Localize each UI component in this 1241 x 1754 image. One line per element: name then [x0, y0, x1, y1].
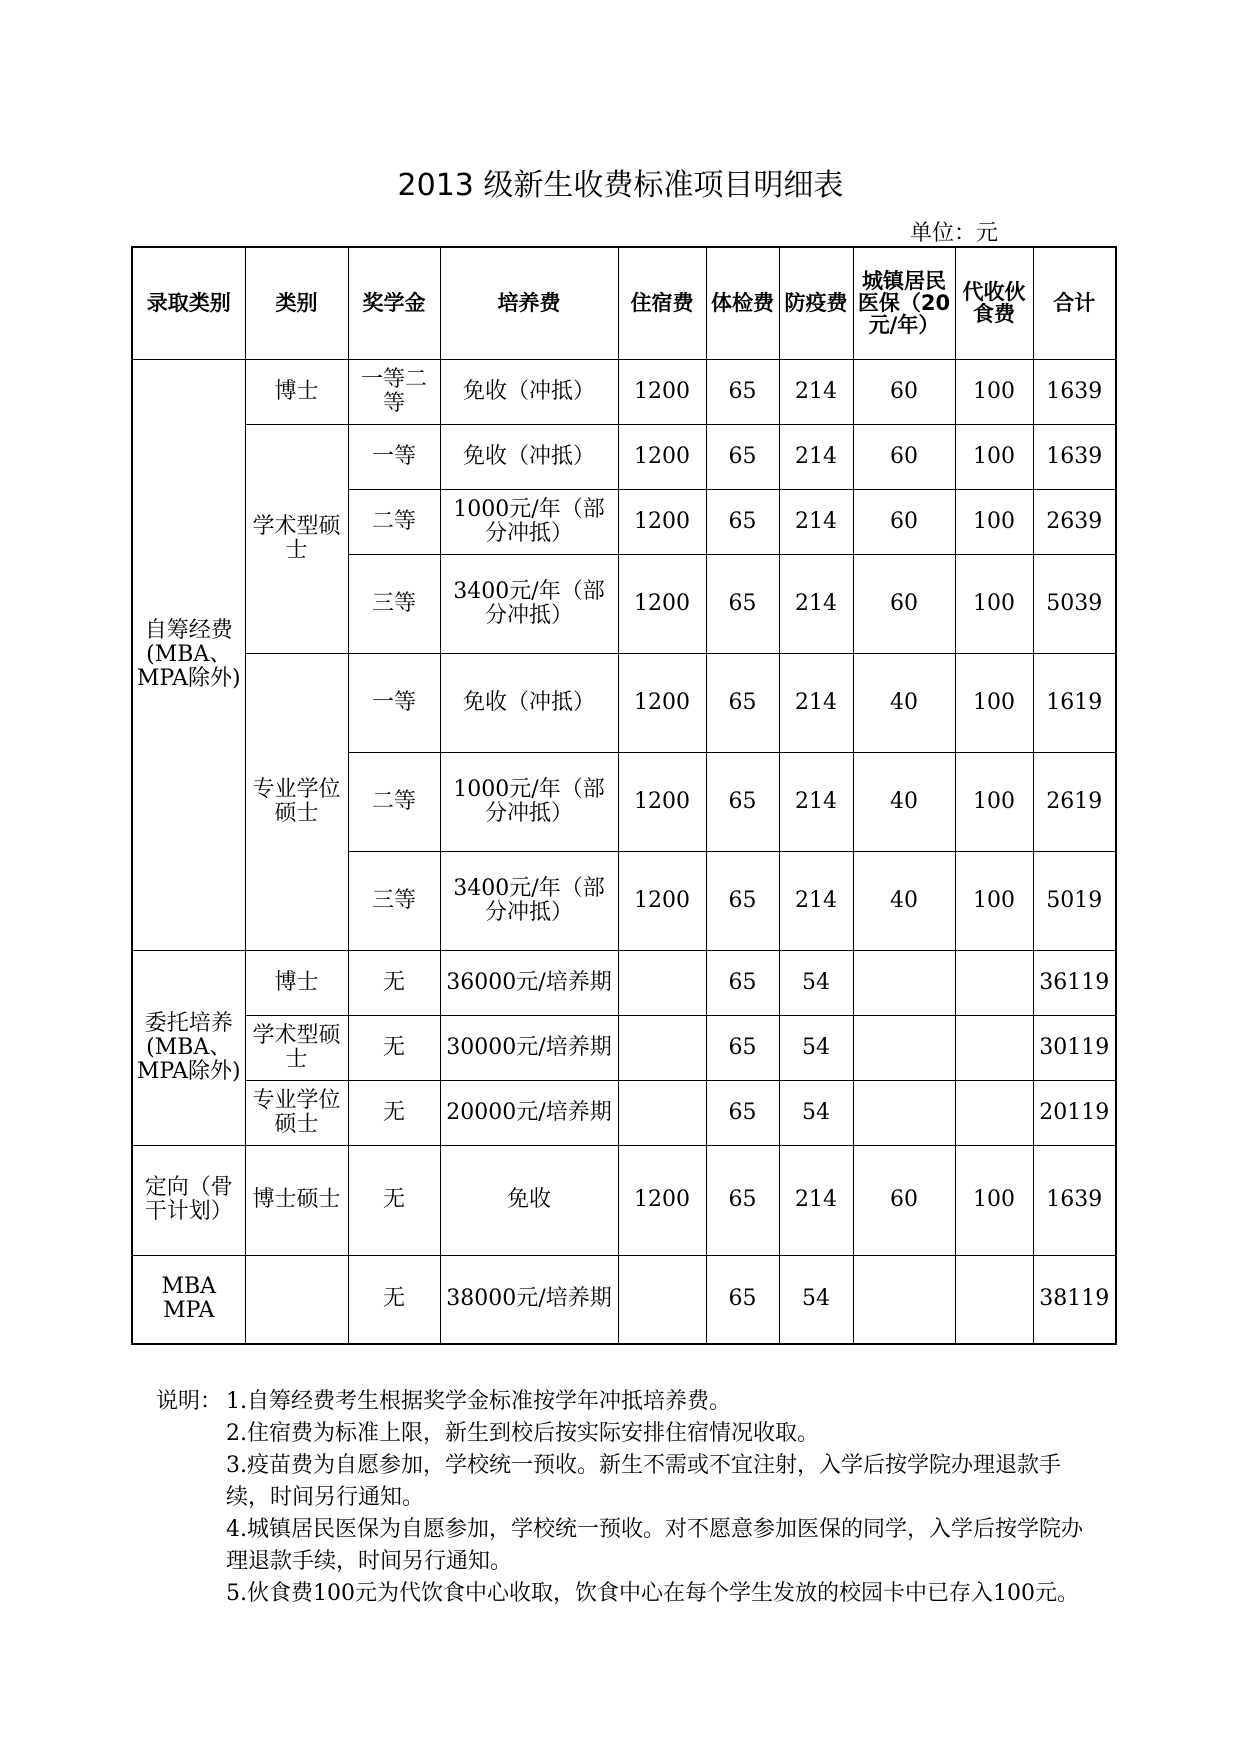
table-cell: 60 [853, 554, 955, 653]
table-cell: 1000元/年（部分冲抵） [440, 489, 618, 554]
table-row [132, 359, 1116, 424]
table-cell: 三等 [348, 851, 440, 950]
table-cell: 65 [706, 1145, 779, 1255]
subgroup-cell [245, 1255, 348, 1344]
note-text: 4.城镇居民医保为自愿参加，学校统一预收。对不愿意参加医保的同学，入学后按学院办理退款手续，时间另行通知。 [226, 1517, 1083, 1574]
table-cell: 1200 [618, 752, 706, 851]
table-cell: 60 [853, 424, 955, 489]
subgroup-cell: 专业学位硕士 [245, 1080, 348, 1145]
table-cell: 二等 [348, 752, 440, 851]
table-cell [618, 950, 706, 1015]
subgroup-cell: 博士硕士 [245, 1145, 348, 1255]
unit-label: 单位：元 [910, 221, 999, 246]
fee-table [131, 246, 1117, 1345]
table-cell: 1200 [618, 424, 706, 489]
table-cell [955, 1255, 1033, 1344]
table-row [132, 1145, 1116, 1255]
table-cell [955, 1015, 1033, 1080]
table-cell: 60 [853, 489, 955, 554]
table-cell [853, 950, 955, 1015]
table-row [132, 1255, 1116, 1344]
note-item [156, 1578, 1096, 1610]
table-cell: 214 [779, 359, 853, 424]
header-cell: 防疫费 [779, 247, 853, 359]
table-cell: 38000元/培养期 [440, 1255, 618, 1344]
table-cell: 40 [853, 851, 955, 950]
header-cell: 奖学金 [348, 247, 440, 359]
table-cell: 65 [706, 1015, 779, 1080]
notes-label: 说明： [156, 1389, 223, 1414]
table-cell: 54 [779, 950, 853, 1015]
table-cell: 无 [348, 1015, 440, 1080]
note-item [156, 1418, 1096, 1450]
header-cell: 合计 [1033, 247, 1116, 359]
table-cell: 1200 [618, 489, 706, 554]
notes-section [156, 1386, 1096, 1610]
table-row [132, 950, 1116, 1015]
table-cell: 38119 [1033, 1255, 1116, 1344]
table-cell [853, 1255, 955, 1344]
table-cell: 60 [853, 359, 955, 424]
table-cell [853, 1080, 955, 1145]
table-cell [853, 1015, 955, 1080]
table-cell: 100 [955, 359, 1033, 424]
note-text: 3.疫苗费为自愿参加，学校统一预收。新生不需或不宜注射，入学后按学院办理退款手续，时间另行通知。 [226, 1453, 1061, 1510]
table-cell: 1619 [1033, 653, 1116, 752]
table-cell: 免收 [440, 1145, 618, 1255]
header-row [132, 247, 1116, 359]
table-cell: 54 [779, 1015, 853, 1080]
subgroup-cell: 专业学位硕士 [245, 653, 348, 950]
page-title: 2013 级新生收费标准项目明细表 [397, 168, 844, 203]
table-row [132, 1015, 1116, 1080]
header-cell: 培养费 [440, 247, 618, 359]
table-cell: 免收（冲抵） [440, 653, 618, 752]
table-cell: 100 [955, 554, 1033, 653]
subgroup-cell: 博士 [245, 359, 348, 424]
note-item [156, 1386, 1096, 1418]
table-cell: 1200 [618, 653, 706, 752]
table-cell: 无 [348, 950, 440, 1015]
table-cell: 一等 [348, 424, 440, 489]
table-cell: 2639 [1033, 489, 1116, 554]
table-cell: 65 [706, 1080, 779, 1145]
subgroup-cell: 学术型硕士 [245, 1015, 348, 1080]
table-cell: 1200 [618, 1145, 706, 1255]
subgroup-cell: 博士 [245, 950, 348, 1015]
header-cell: 类别 [245, 247, 348, 359]
table-cell: 二等 [348, 489, 440, 554]
note-text: 2.住宿费为标准上限，新生到校后按实际安排住宿情况收取。 [226, 1421, 819, 1446]
table-cell: 免收（冲抵） [440, 359, 618, 424]
table-cell: 1200 [618, 554, 706, 653]
table-cell: 100 [955, 1145, 1033, 1255]
table-cell: 100 [955, 851, 1033, 950]
table-cell [618, 1080, 706, 1145]
table-cell: 65 [706, 1255, 779, 1344]
note-item [156, 1450, 1096, 1514]
note-text: 1.自筹经费考生根据奖学金标准按学年冲抵培养费。 [226, 1389, 731, 1414]
table-cell: 65 [706, 489, 779, 554]
note-item [156, 1514, 1096, 1578]
table-cell: 214 [779, 489, 853, 554]
table-cell: 免收（冲抵） [440, 424, 618, 489]
table-cell: 2619 [1033, 752, 1116, 851]
table-cell: 65 [706, 554, 779, 653]
header-cell: 城镇居民医保（20元/年） [853, 247, 955, 359]
table-cell: 1000元/年（部分冲抵） [440, 752, 618, 851]
table-cell [618, 1015, 706, 1080]
table-cell: 20119 [1033, 1080, 1116, 1145]
group-cell: 自筹经费(MBA、MPA除外) [132, 359, 245, 950]
table-cell: 20000元/培养期 [440, 1080, 618, 1145]
table-cell: 一等 [348, 653, 440, 752]
table-cell: 54 [779, 1255, 853, 1344]
table-cell: 214 [779, 554, 853, 653]
table-cell: 100 [955, 653, 1033, 752]
table-row [132, 424, 1116, 489]
table-cell: 30119 [1033, 1015, 1116, 1080]
header-cell: 代收伙食费 [955, 247, 1033, 359]
table-cell: 65 [706, 359, 779, 424]
table-cell: 1639 [1033, 1145, 1116, 1255]
table-cell: 无 [348, 1145, 440, 1255]
subgroup-cell: 学术型硕士 [245, 424, 348, 653]
table-cell: 三等 [348, 554, 440, 653]
table-cell: 65 [706, 424, 779, 489]
table-row [132, 653, 1116, 752]
header-cell: 录取类别 [132, 247, 245, 359]
table-cell: 无 [348, 1080, 440, 1145]
table-cell [955, 1080, 1033, 1145]
table-cell: 65 [706, 851, 779, 950]
table-cell: 5019 [1033, 851, 1116, 950]
table-cell: 100 [955, 424, 1033, 489]
table-cell: 无 [348, 1255, 440, 1344]
table-cell: 5039 [1033, 554, 1116, 653]
table-row [132, 1080, 1116, 1145]
table-cell [955, 950, 1033, 1015]
group-cell: 委托培养(MBA、MPA除外) [132, 950, 245, 1145]
table-cell: 100 [955, 489, 1033, 554]
table-cell: 40 [853, 653, 955, 752]
table-cell: 100 [955, 752, 1033, 851]
table-cell: 一等二等 [348, 359, 440, 424]
table-cell: 214 [779, 424, 853, 489]
table-cell: 30000元/培养期 [440, 1015, 618, 1080]
group-cell: MBA MPA [132, 1255, 245, 1344]
header-cell: 住宿费 [618, 247, 706, 359]
group-cell: 定向（骨干计划） [132, 1145, 245, 1255]
table-cell: 3400元/年（部分冲抵） [440, 554, 618, 653]
table-cell: 214 [779, 653, 853, 752]
note-text: 5.伙食费100元为代饮食中心收取，饮食中心在每个学生发放的校园卡中已存入100元。 [226, 1581, 1079, 1606]
table-cell: 1200 [618, 359, 706, 424]
table-cell: 40 [853, 752, 955, 851]
table-cell: 65 [706, 950, 779, 1015]
table-cell: 214 [779, 752, 853, 851]
table-cell: 54 [779, 1080, 853, 1145]
header-cell: 体检费 [706, 247, 779, 359]
table-cell [618, 1255, 706, 1344]
table-cell: 214 [779, 1145, 853, 1255]
table-cell: 1639 [1033, 359, 1116, 424]
table-cell: 1639 [1033, 424, 1116, 489]
table-cell: 214 [779, 851, 853, 950]
table-cell: 65 [706, 752, 779, 851]
table-cell: 36119 [1033, 950, 1116, 1015]
table-cell: 60 [853, 1145, 955, 1255]
table-cell: 36000元/培养期 [440, 950, 618, 1015]
table-cell: 1200 [618, 851, 706, 950]
table-cell: 3400元/年（部分冲抵） [440, 851, 618, 950]
table-cell: 65 [706, 653, 779, 752]
